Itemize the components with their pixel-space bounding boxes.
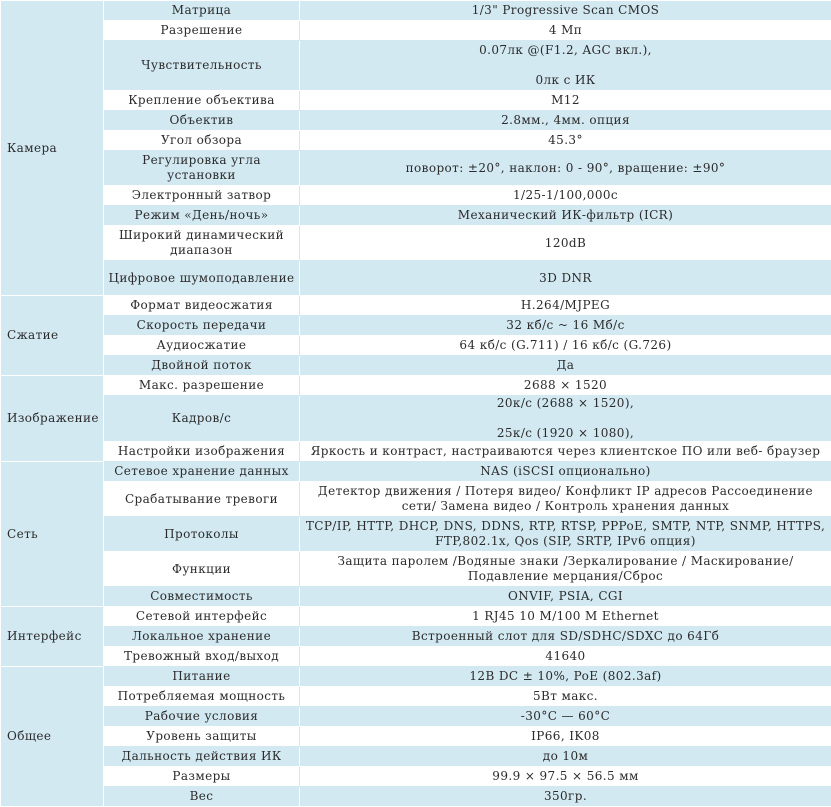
spec-label: Рабочие условия	[104, 707, 300, 727]
spec-row	[1, 111, 831, 131]
spec-label: Срабатывание тревоги	[104, 482, 300, 517]
spec-row	[1, 206, 831, 226]
spec-value-line: ONVIF, PSIA, CGI	[304, 589, 827, 604]
spec-value	[300, 667, 831, 687]
spec-value	[300, 261, 831, 296]
spec-row	[1, 687, 831, 707]
spec-value	[300, 552, 831, 587]
spec-value-line: TCP/IP, HTTP, DHCP, DNS, DDNS, RTP, RTSP, PPPoE, SMTP, NTP, SNMP, HTTPS, FTP,802.1x, Qos (SIP, SRTP, IPv6 опция)	[304, 519, 827, 549]
spec-value	[300, 482, 831, 517]
spec-label: Чувствительность	[104, 41, 300, 91]
spec-row	[1, 261, 831, 296]
spec-label: Локальное хранение	[104, 627, 300, 647]
spec-value-line: 2.8мм., 4мм. опция	[304, 113, 827, 128]
spec-value-line: 64 кб/с (G.711) / 16 кб/с (G.726)	[304, 338, 827, 353]
spec-value	[300, 707, 831, 727]
spec-row	[1, 316, 831, 336]
spec-value	[300, 21, 831, 41]
spec-value	[300, 687, 831, 707]
spec-value-line: 0лк с ИК	[304, 73, 827, 88]
spec-row	[1, 1, 831, 21]
spec-label: Скорость передачи	[104, 316, 300, 336]
spec-value	[300, 517, 831, 552]
spec-value-line: 45.3°	[304, 133, 827, 148]
spec-label: Настройки изображения	[104, 442, 300, 462]
spec-label: Крепление объектива	[104, 91, 300, 111]
spec-label: Регулировка угла установки	[104, 151, 300, 186]
spec-row	[1, 482, 831, 517]
spec-row	[1, 151, 831, 186]
section-label: Сжатие	[1, 296, 104, 376]
spec-value-line: Защита паролем /Водяные знаки /Зеркалирование / Маскирование/ Подавление мерцания/Сброс	[304, 554, 827, 584]
spec-row	[1, 376, 831, 396]
spec-value	[300, 376, 831, 396]
spec-row	[1, 607, 831, 627]
spec-value	[300, 462, 831, 482]
spec-value-line: 2688 × 1520	[304, 378, 827, 393]
spec-value-line: 1/3" Progressive Scan CMOS	[304, 3, 827, 18]
spec-value-line: 12В DC ± 10%, PoE (802.3af)	[304, 669, 827, 684]
spec-row	[1, 517, 831, 552]
spec-value	[300, 206, 831, 226]
section-label: Общее	[1, 667, 104, 807]
spec-label: Кадров/с	[104, 396, 300, 442]
spec-value-line: NAS (iSCSI опционально)	[304, 464, 827, 479]
spec-value-line: 0.07лк @(F1.2, AGC вкл.),	[304, 43, 827, 58]
spec-row	[1, 186, 831, 206]
spec-label: Режим «День/ночь»	[104, 206, 300, 226]
spec-value-line: Да	[304, 358, 827, 373]
section-label: Камера	[1, 1, 104, 296]
spec-row	[1, 462, 831, 482]
spec-value	[300, 747, 831, 767]
spec-value-line: -30°C — 60°C	[304, 709, 827, 724]
spec-value-line: 25к/с (1920 × 1080),	[304, 426, 827, 441]
spec-value	[300, 296, 831, 316]
spec-label: Аудиосжатие	[104, 336, 300, 356]
spec-row	[1, 396, 831, 442]
spec-value	[300, 727, 831, 747]
spec-label: Макс. разрешение	[104, 376, 300, 396]
spec-row	[1, 41, 831, 91]
spec-label: Объектив	[104, 111, 300, 131]
spec-value	[300, 607, 831, 627]
spec-value-line: 1/25-1/100,000с	[304, 188, 827, 203]
spec-row	[1, 767, 831, 787]
spec-row	[1, 131, 831, 151]
spec-value	[300, 647, 831, 667]
spec-value	[300, 587, 831, 607]
spec-label: Электронный затвор	[104, 186, 300, 206]
spec-row	[1, 727, 831, 747]
spec-value-line: M12	[304, 93, 827, 108]
spec-value-line: поворот: ±20°, наклон: 0 - 90°, вращение: ±90°	[304, 161, 827, 176]
spec-value-line: Яркость и контраст, настраиваются через клиентское ПО или веб- браузер	[304, 444, 827, 459]
spec-value-line: 120dB	[304, 236, 827, 251]
spec-row	[1, 356, 831, 376]
spec-value	[300, 151, 831, 186]
spec-label: Тревожный вход/выход	[104, 647, 300, 667]
spec-value	[300, 111, 831, 131]
spec-value-line: 1 RJ45 10 M/100 M Ethernet	[304, 609, 827, 624]
spec-row	[1, 226, 831, 261]
spec-row	[1, 296, 831, 316]
spec-label: Формат видеосжатия	[104, 296, 300, 316]
spec-row	[1, 442, 831, 462]
section-label: Интерфейс	[1, 607, 104, 667]
spec-value-line: Детектор движения / Потеря видео/ Конфликт IP адресов Рассоединение сети/ Замена видео / Контроль хранения данных	[304, 484, 827, 514]
spec-value	[300, 1, 831, 21]
spec-value	[300, 131, 831, 151]
spec-row	[1, 91, 831, 111]
spec-label: Функции	[104, 552, 300, 587]
spec-label: Сетевое хранение данных	[104, 462, 300, 482]
spec-row	[1, 667, 831, 687]
spec-value-line: 4 Мп	[304, 23, 827, 38]
spec-value	[300, 186, 831, 206]
spec-value	[300, 41, 831, 91]
spec-label: Цифровое шумоподавление	[104, 261, 300, 296]
spec-value-line: Встроенный слот для SD/SDHC/SDXC до 64Гб	[304, 629, 827, 644]
spec-value	[300, 91, 831, 111]
spec-label: Совместимость	[104, 587, 300, 607]
spec-value	[300, 396, 831, 442]
spec-row	[1, 627, 831, 647]
spec-value-line: до 10м	[304, 749, 827, 764]
spec-label: Питание	[104, 667, 300, 687]
spec-value	[300, 226, 831, 261]
section-label: Сеть	[1, 462, 104, 607]
spec-label: Размеры	[104, 767, 300, 787]
spec-value-line: 20к/с (2688 × 1520),	[304, 396, 827, 411]
spec-value-line: 99.9 × 97.5 × 56.5 мм	[304, 769, 827, 784]
spec-label: Дальность действия ИК	[104, 747, 300, 767]
spec-value	[300, 627, 831, 647]
spec-label: Угол обзора	[104, 131, 300, 151]
spec-label: Потребляемая мощность	[104, 687, 300, 707]
spec-row	[1, 336, 831, 356]
spec-value-line: H.264/MJPEG	[304, 298, 827, 313]
spec-row	[1, 552, 831, 587]
spec-value-line: IP66, IK08	[304, 729, 827, 744]
spec-row	[1, 21, 831, 41]
spec-value-line: Механический ИК-фильтр (ICR)	[304, 208, 827, 223]
spec-label: Широкий динамический диапазон	[104, 226, 300, 261]
spec-label: Уровень защиты	[104, 727, 300, 747]
spec-value	[300, 442, 831, 462]
spec-value-line: 32 кб/с ~ 16 Мб/с	[304, 318, 827, 333]
spec-label: Сетевой интерфейс	[104, 607, 300, 627]
spec-label: Протоколы	[104, 517, 300, 552]
spec-value-line: 5Вт макс.	[304, 689, 827, 704]
spec-row	[1, 747, 831, 767]
spec-label: Разрешение	[104, 21, 300, 41]
spec-value	[300, 356, 831, 376]
section-label: Изображение	[1, 376, 104, 462]
spec-label: Вес	[104, 787, 300, 807]
spec-value-line: 41640	[304, 649, 827, 664]
spec-label: Двойной поток	[104, 356, 300, 376]
spec-value-line: 350гр.	[304, 789, 827, 804]
spec-value	[300, 336, 831, 356]
spec-value	[300, 767, 831, 787]
spec-value-line: 3D DNR	[304, 271, 827, 286]
spec-value	[300, 316, 831, 336]
spec-row	[1, 707, 831, 727]
spec-row	[1, 647, 831, 667]
spec-label: Матрица	[104, 1, 300, 21]
spec-row	[1, 587, 831, 607]
